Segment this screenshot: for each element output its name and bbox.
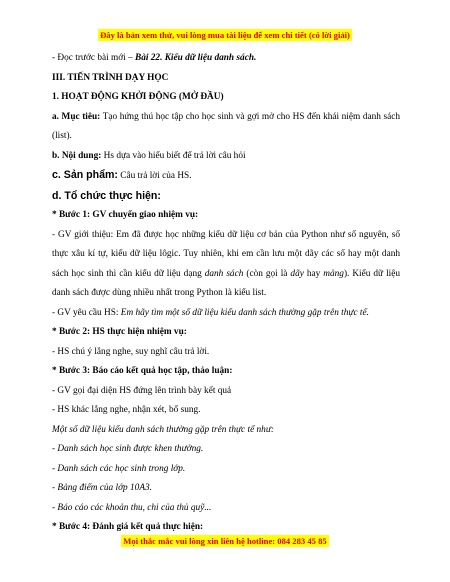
examples-intro: Một số dữ liệu kiểu danh sách thường gặp trên thực tế như: [52,424,274,435]
example-item: - Danh sách học sinh được khen thưởng. [52,444,204,454]
product-paragraph [52,166,400,187]
intro-text-d: ). Kiểu dữ liệu danh sách được dùng nhiều nhất trong Python là kiểu list. [52,268,401,298]
goal-label: a. Mục tiêu: [52,111,101,122]
term-array: mảng [323,268,344,279]
student-task-line: - HS chú ý lắng nghe, suy nghĩ câu trả lời. [52,346,210,357]
request-question: Em hãy tìm một số dữ liệu kiểu danh sách thường gặp trên thực tế. [120,307,369,318]
step-4-heading: * Bước 4: Đánh giá kết quả thực hiện: [52,522,204,532]
next-lesson-title: Bài 22. Kiểu dữ liệu danh sách. [135,53,257,63]
example-item: - Danh sách các học sinh trong lớp. [52,463,186,474]
organization-heading: d. Tổ chức thực hiện: [52,189,161,202]
report-line-2: - HS khác lắng nghe, nhận xét, bổ sung. [52,405,201,415]
product-text: Câu trả lời của HS. [117,171,192,181]
request-prefix: - GV yêu cầu HS: [52,307,121,318]
activity-heading: 1. HOẠT ĐỘNG KHỞI ĐỘNG (MỞ ĐẦU) [52,92,224,102]
step-1-heading: * Bước 1: GV chuyển giao nhiệm vụ: [52,210,199,220]
content-paragraph [52,147,400,167]
section-heading: III. TIẾN TRÌNH DẠY HỌC [52,72,169,83]
document-body [52,49,400,538]
intro-text-b: (còn gọi là [243,268,291,279]
content-label: b. Nội dung: [52,150,102,161]
preview-banner-text: Đây là bản xem thử, vui lòng mua tài liệu để xem chi tiết (có lời giải) [100,30,350,40]
product-label: c. Sản phẩm: [52,169,118,181]
content-text: Hs dựa vào hiểu biết để trả lời câu hỏi [101,150,246,161]
hotline-banner [0,531,450,549]
teacher-intro-paragraph [52,226,400,304]
homework-prefix: - Đọc trước bài mới – [52,53,136,63]
teacher-request-paragraph [52,304,400,324]
hotline-banner-text: Mọi thắc mắc vui lòng xin liên hệ hotline: 084 283 45 85 [123,536,327,546]
report-line-1: - GV gọi đại diện HS đứng lên trình bày kết quả [52,385,232,396]
homework-line [52,49,400,69]
term-sequence: dãy [290,268,304,279]
goal-paragraph [52,108,400,147]
example-item: - Bảng điểm của lớp 10A3. [52,483,152,493]
goal-text: Tạo hứng thú học tập cho học sinh và gợi mở cho HS đến khái niệm danh sách (list). [52,111,400,141]
preview-banner [0,25,450,43]
intro-text-a: - GV giới thiệu: Em đã được học những kiểu dữ liệu cơ bản của Python như số nguyên, số thực xâu kí tự, kiểu dữ liệu lôgic. Tuy nhiên, khi em cần lưu một dãy các số hay một danh sách học sinh thì cần kiểu dữ liệu dạng [52,229,400,279]
intro-text-c: hay [303,268,324,279]
step-2-heading: * Bước 2: HS thực hiện nhiệm vụ: [52,327,187,337]
term-list: danh sách [204,268,244,279]
example-item: - Báo cáo các khoản thu, chi của thủ quỹ... [52,502,212,513]
step-3-heading: * Bước 3: Báo cáo kết quả học tập, thảo luận: [52,366,233,376]
